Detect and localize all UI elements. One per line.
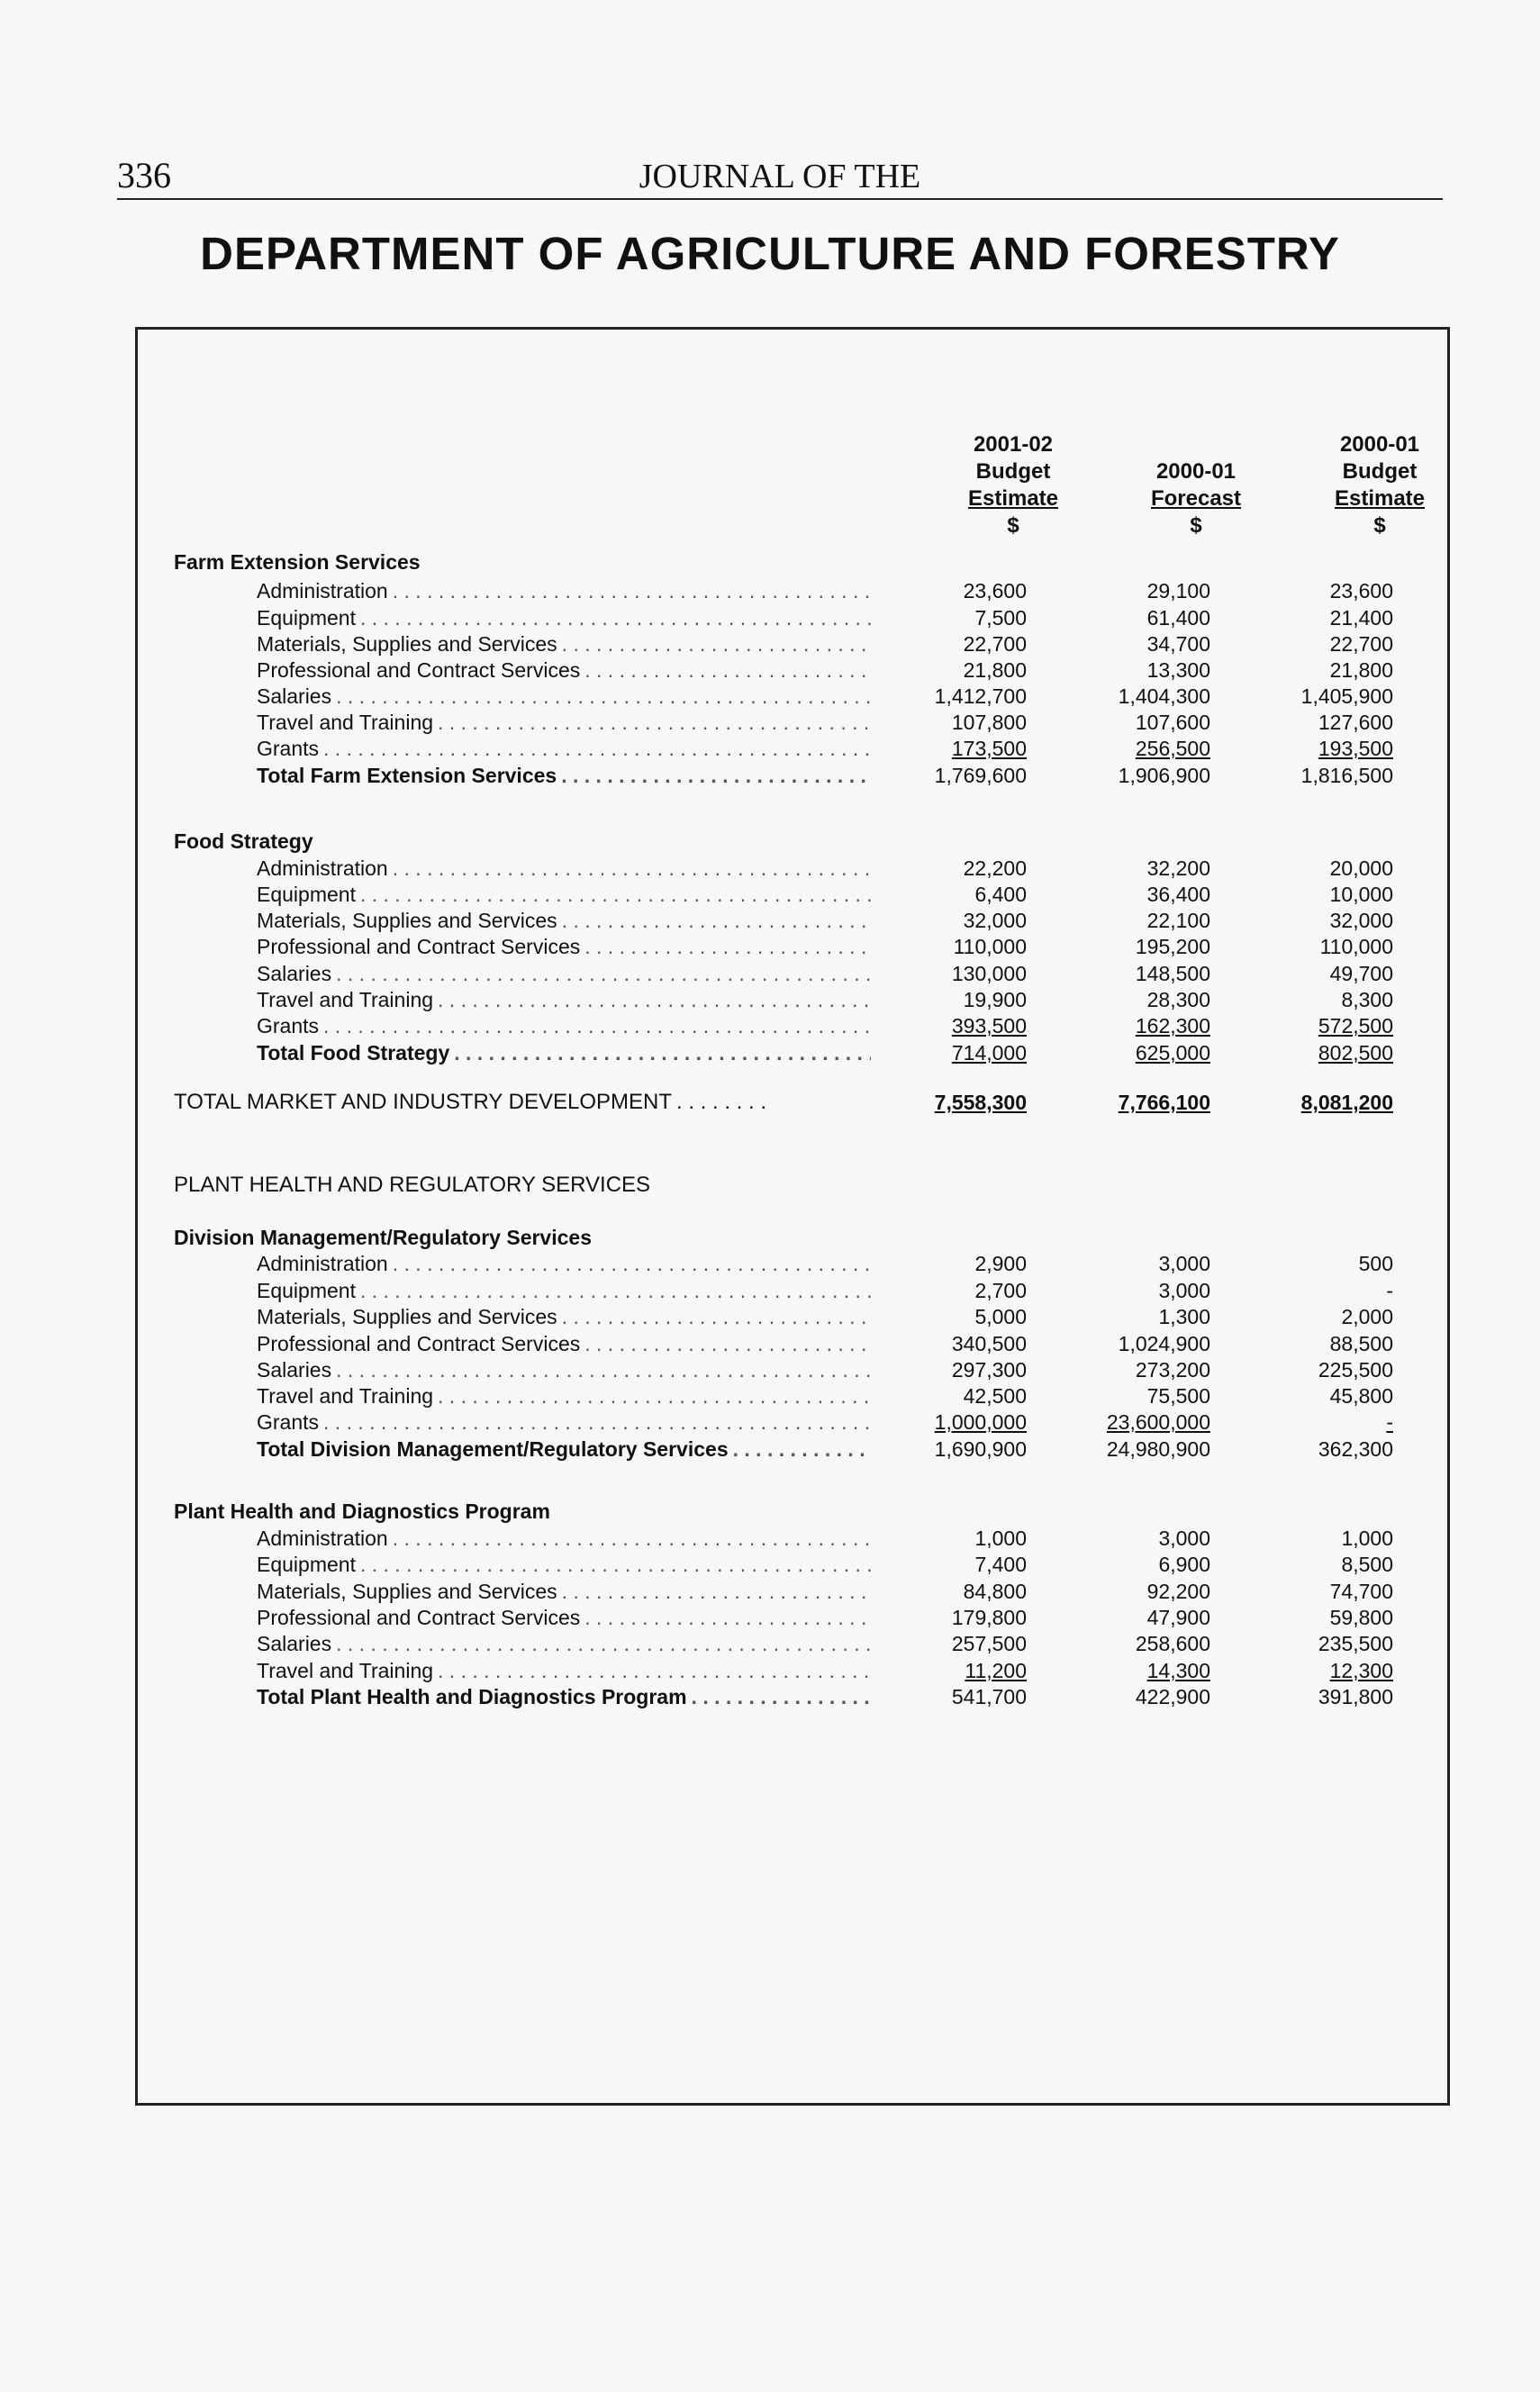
value-cell: 162,300 [1135,1014,1210,1037]
value-cell: 45,800 [1329,1384,1393,1408]
value-cell: 1,412,700 [934,684,1027,708]
table-row [138,630,1453,657]
total-row [138,1683,1453,1710]
value-cell: - [1386,1410,1393,1434]
section-heading [138,1498,1453,1525]
total-row [138,1089,1453,1116]
value-cell: 21,400 [1329,606,1393,630]
value-cell: 88,500 [1329,1332,1393,1355]
row-label: Administration . . . [257,577,871,604]
row-label: Administration . . . [257,1250,871,1277]
value-cell: 42,500 [963,1384,1027,1408]
column-header-2000-01-forecast: 2000-01 Forecast $ [1150,459,1242,538]
row-label: Equipment . . . [257,1551,871,1578]
column-header-2000-01-budget-estimate: 2000-01 Budget Estimate $ [1334,432,1426,538]
table-row [138,709,1453,736]
value-cell: 34,700 [1146,632,1210,656]
row-label: Food Strategy [174,828,984,855]
row-label: Professional and Contract Services . . . [257,1330,871,1357]
value-cell: 1,000,000 [934,1410,1027,1434]
value-cell: 1,000 [1341,1527,1393,1550]
table-row [138,1551,1453,1578]
value-cell: 32,000 [1329,909,1393,932]
table-row [138,1578,1453,1605]
table-row [138,1630,1453,1657]
value-cell: 1,300 [1158,1305,1210,1328]
value-cell: 572,500 [1318,1014,1393,1037]
value-cell: 8,081,200 [1300,1091,1393,1114]
section-heading [138,1224,1453,1251]
row-label: Materials, Supplies and Services . . . [257,1303,871,1330]
value-cell: 10,000 [1329,883,1393,906]
value-cell: 19,900 [963,988,1027,1011]
table-row [138,683,1453,710]
row-label: Equipment . . . [257,1277,871,1304]
value-cell: 225,500 [1318,1358,1393,1382]
row-label: Professional and Contract Services . . . [257,933,871,960]
value-cell: 7,558,300 [934,1091,1027,1114]
value-cell: 257,500 [951,1632,1027,1655]
value-cell: 1,404,300 [1118,684,1210,708]
value-cell: 23,600 [1329,579,1393,603]
table-row [138,1303,1453,1330]
value-cell: 22,700 [963,632,1027,656]
column-header-2001-02-budget-estimate: 2001-02 Budget Estimate $ [967,432,1059,538]
total-row [138,1436,1453,1463]
row-label: Travel and Training . . . [257,1657,871,1684]
row-label: Farm Extension Services [174,548,984,575]
table-row [138,1330,1453,1357]
row-label: Equipment . . . [257,881,871,908]
value-cell: 2,000 [1341,1305,1393,1328]
section-heading [138,548,1453,575]
value-cell: 148,500 [1135,962,1210,985]
value-cell: 714,000 [951,1041,1027,1065]
value-cell: 1,024,900 [1118,1332,1210,1355]
row-label: Salaries . . . [257,683,871,710]
value-cell: 107,800 [951,711,1027,734]
table-row [138,933,1453,960]
value-cell: 500 [1358,1252,1393,1275]
value-cell: 3,000 [1158,1527,1210,1550]
value-cell: 6,900 [1158,1553,1210,1576]
row-label: Grants . . . [257,1012,871,1039]
value-cell: 20,000 [1329,856,1393,880]
department-title: DEPARTMENT OF AGRICULTURE AND FORESTRY [200,228,1340,279]
table-row [138,881,1453,908]
value-cell: 193,500 [1318,737,1393,760]
value-cell: 541,700 [951,1685,1027,1708]
value-cell: 235,500 [1318,1632,1393,1655]
table-row [138,1250,1453,1277]
value-cell: 258,600 [1135,1632,1210,1655]
value-cell: 3,000 [1158,1279,1210,1302]
value-cell: 49,700 [1329,962,1393,985]
table-row [138,1604,1453,1631]
value-cell: 127,600 [1318,711,1393,734]
value-cell: 130,000 [951,962,1027,985]
row-label: Division Management/Regulatory Services [174,1224,984,1251]
row-label: Equipment . . . [257,604,871,631]
value-cell: 173,500 [951,737,1027,760]
row-label: Materials, Supplies and Services . . . [257,630,871,657]
row-label: Total Division Management/Regulatory Services . . . [257,1436,871,1463]
value-cell: 7,400 [974,1553,1027,1576]
row-label: Salaries . . . [257,1630,871,1657]
section-heading [138,828,1453,855]
row-label: Materials, Supplies and Services . . . [257,907,871,934]
value-cell: 625,000 [1135,1041,1210,1065]
value-cell: 362,300 [1318,1437,1393,1461]
value-cell: 84,800 [963,1580,1027,1603]
value-cell: 273,200 [1135,1358,1210,1382]
value-cell: 32,000 [963,909,1027,932]
value-cell: 110,000 [953,935,1027,958]
value-cell: 22,200 [963,856,1027,880]
value-cell: - [1386,1279,1393,1302]
value-cell: 28,300 [1146,988,1210,1011]
table-row [138,960,1453,987]
row-label: Travel and Training . . . [257,986,871,1013]
value-cell: 297,300 [951,1358,1027,1382]
value-cell: 3,000 [1158,1252,1210,1275]
total-row [138,762,1453,789]
table-row [138,1382,1453,1409]
value-cell: 11,200 [965,1659,1027,1682]
value-cell: 1,906,900 [1118,764,1210,787]
value-cell: 8,300 [1341,988,1393,1011]
value-cell: 32,200 [1146,856,1210,880]
table-row [138,1409,1453,1436]
table-row [138,855,1453,882]
row-label: Plant Health and Diagnostics Program [174,1498,984,1525]
table-row [138,657,1453,684]
value-cell: 75,500 [1146,1384,1210,1408]
value-cell: 23,600 [963,579,1027,603]
value-cell: 74,700 [1329,1580,1393,1603]
table-row [138,1012,1453,1039]
row-label: Salaries . . . [257,960,871,987]
row-label: Professional and Contract Services . . . [257,657,871,684]
value-cell: 7,766,100 [1118,1091,1210,1114]
table-row [138,1525,1453,1552]
total-row [138,1039,1453,1066]
value-cell: 61,400 [1146,606,1210,630]
row-label: TOTAL MARKET AND INDUSTRY DEVELOPMENT . . . [174,1089,858,1116]
value-cell: 422,900 [1135,1685,1210,1708]
value-cell: 23,600,000 [1106,1410,1210,1434]
row-label: Salaries . . . [257,1356,871,1383]
value-cell: 1,769,600 [934,764,1027,787]
row-label: Travel and Training . . . [257,1382,871,1409]
value-cell: 391,800 [1318,1685,1393,1708]
row-label: Total Plant Health and Diagnostics Program . . . [257,1683,871,1710]
value-cell: 110,000 [1319,935,1393,958]
value-cell: 21,800 [963,658,1027,682]
value-cell: 802,500 [1318,1041,1393,1065]
value-cell: 2,900 [974,1252,1027,1275]
row-label: Travel and Training . . . [257,709,871,736]
value-cell: 195,200 [1135,935,1210,958]
row-label: Materials, Supplies and Services . . . [257,1578,871,1605]
value-cell: 29,100 [1146,579,1210,603]
value-cell: 107,600 [1135,711,1210,734]
table-row [138,735,1453,762]
value-cell: 92,200 [1146,1580,1210,1603]
row-label: PLANT HEALTH AND REGULATORY SERVICES [174,1172,984,1199]
value-cell: 1,690,900 [934,1437,1027,1461]
row-label: Administration . . . [257,855,871,882]
page-header [117,155,1443,200]
table-row [138,577,1453,604]
table-row [138,1277,1453,1304]
row-label: Grants . . . [257,1409,871,1436]
table-row [138,1657,1453,1684]
value-cell: 2,700 [974,1279,1027,1302]
value-cell: 59,800 [1329,1606,1393,1629]
value-cell: 12,300 [1329,1659,1393,1682]
value-cell: 24,980,900 [1106,1437,1210,1461]
value-cell: 393,500 [951,1014,1027,1037]
table-row [138,986,1453,1013]
value-cell: 5,000 [974,1305,1027,1328]
row-label: Professional and Contract Services . . . [257,1604,871,1631]
value-cell: 13,300 [1146,658,1210,682]
value-cell: 47,900 [1146,1606,1210,1629]
value-cell: 7,500 [974,606,1027,630]
value-cell: 1,816,500 [1300,764,1393,787]
value-cell: 340,500 [951,1332,1027,1355]
page-number: 336 [117,155,171,195]
row-label: Grants . . . [257,735,871,762]
value-cell: 22,100 [1146,909,1210,932]
value-cell: 6,400 [974,883,1027,906]
value-cell: 8,500 [1341,1553,1393,1576]
value-cell: 22,700 [1329,632,1393,656]
value-cell: 21,800 [1329,658,1393,682]
value-cell: 1,405,900 [1300,684,1393,708]
row-label: Administration . . . [257,1525,871,1552]
value-cell: 1,000 [974,1527,1027,1550]
section-heading [138,1172,1453,1199]
budget-table [135,327,1450,2106]
row-label: Total Food Strategy . . . [257,1039,871,1066]
journal-title: JOURNAL OF THE [639,158,921,195]
value-cell: 36,400 [1146,883,1210,906]
table-row [138,907,1453,934]
value-cell: 14,300 [1146,1659,1210,1682]
table-row [138,1356,1453,1383]
table-row [138,604,1453,631]
value-cell: 179,800 [951,1606,1027,1629]
value-cell: 256,500 [1135,737,1210,760]
row-label: Total Farm Extension Services . . . [257,762,871,789]
